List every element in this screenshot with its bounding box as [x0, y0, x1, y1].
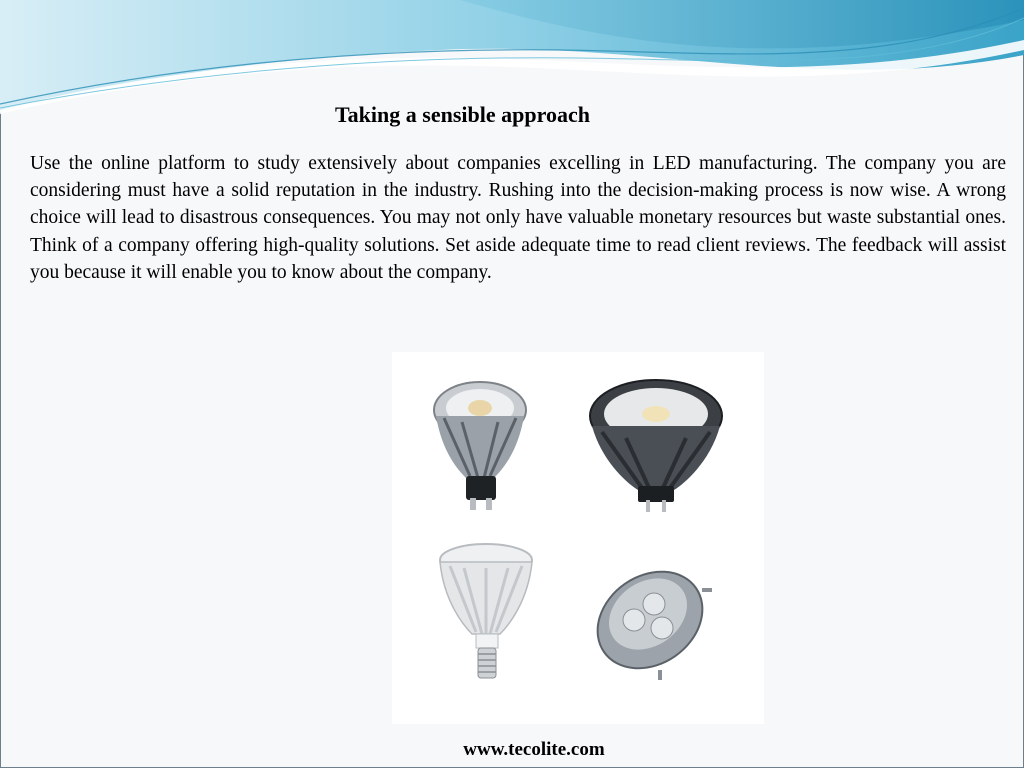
par30-led-lamp-icon	[440, 544, 532, 678]
gu10-led-spotlight-icon	[434, 382, 526, 510]
ar111-led-lamp-icon	[579, 552, 721, 688]
slide-title: Taking a sensible approach	[335, 102, 590, 127]
led-products-image	[392, 352, 764, 724]
footer-website-url[interactable]: www.tecolite.com	[463, 739, 605, 760]
body-paragraph: Use the online platform to study extensively about companies excelling in LED manufacturing. The company you are considering must have a solid reputation in the industry. Rushing into the decision-making process is now wise. A wrong choice will lead to disastrous consequences. You may not only have valuable monetary resources but waste substantial ones. Think of a company offering high-quality solutions. Set aside adequate time to read client reviews. The feedback will assist you because it will enable you to know about the company.	[30, 153, 1006, 283]
mr16-led-spotlight-icon	[590, 380, 722, 512]
